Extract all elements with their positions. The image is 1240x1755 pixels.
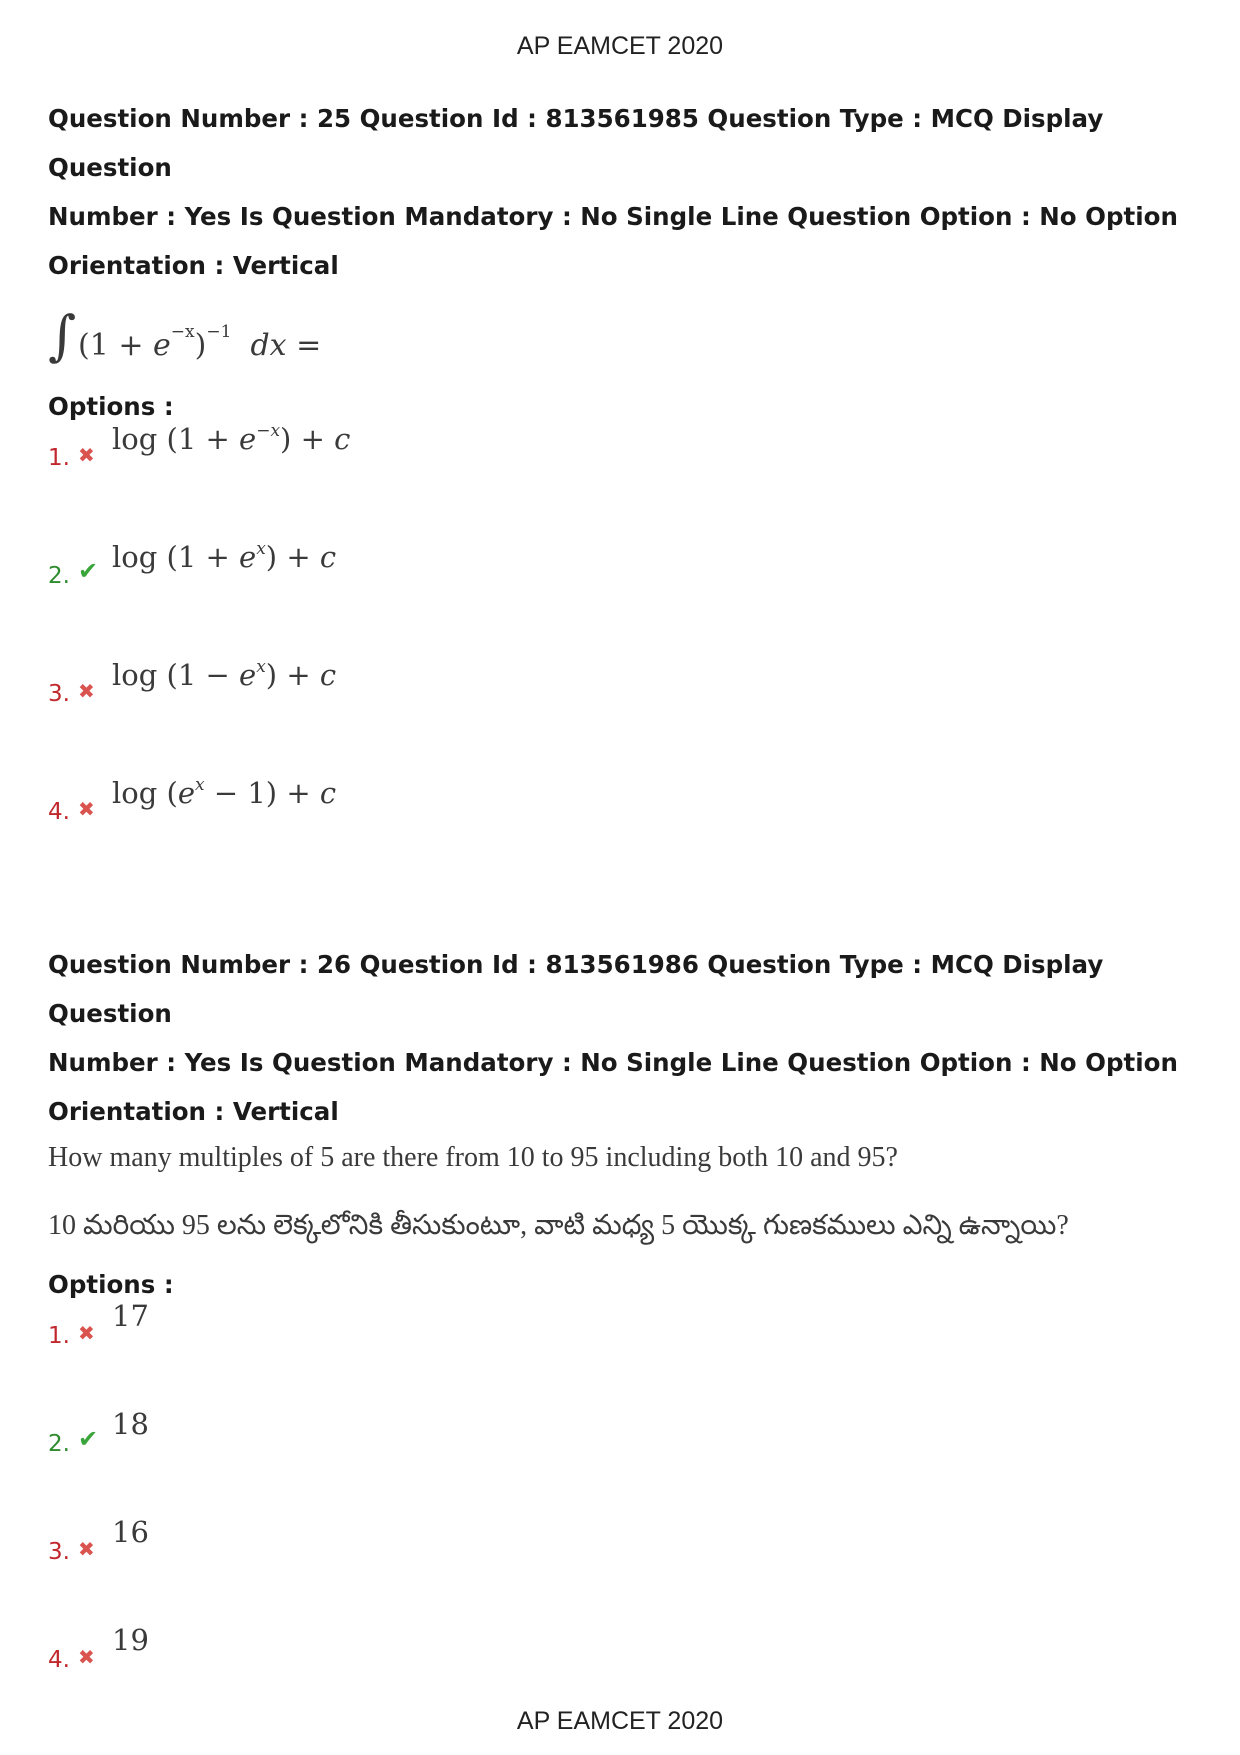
question-meta-line: Question Number : 25 Question Id : 813561985 Question Type : MCQ Display Question: [48, 104, 1104, 182]
cross-icon: ✖: [78, 1537, 95, 1561]
option-number: 4.: [48, 799, 70, 825]
option-number: 4.: [48, 1647, 70, 1673]
check-icon: ✔: [78, 1425, 99, 1453]
question-meta-line: Orientation : Vertical: [48, 251, 339, 280]
page-footer: AP EAMCET 2020: [516, 1707, 724, 1735]
integral-expression: $(1 + e^{-x})^{-1}$ dx =: [78, 322, 322, 363]
option-value: $\log (1 - e^x) + c$: [112, 657, 337, 692]
integral-sign: ∫: [48, 304, 77, 367]
question-stem-math: [48, 300, 1198, 378]
option-value: 17: [112, 1299, 149, 1333]
option-number: 1.: [48, 445, 70, 471]
option-1: [48, 421, 1198, 539]
options-label: Options :: [48, 392, 174, 421]
question-25: [48, 94, 1198, 893]
option-2: [48, 539, 1198, 657]
option-number: 3.: [48, 1539, 70, 1565]
option-value: 19: [112, 1623, 149, 1657]
question-meta-line: Question Number : 26 Question Id : 813561986 Question Type : MCQ Display Question: [48, 950, 1104, 1028]
cross-icon: ✖: [78, 1645, 95, 1669]
option-3: [48, 1515, 1198, 1623]
question-stem-english: How many multiples of 5 are there from 10 to 95 including both 10 and 95?: [48, 1142, 898, 1173]
option-2: [48, 1407, 1198, 1515]
question-stem-telugu: 10 మరియు 95 లను లెక్కలోనికి తీసుకుంటూ, వాటి మధ్య 5 యొక్క గుణకములు ఎన్ని ఉన్నాయి?: [48, 1210, 1069, 1241]
option-number: 1.: [48, 1323, 70, 1349]
question-meta-line: Orientation : Vertical: [48, 1097, 339, 1126]
option-number: 2.: [48, 1431, 70, 1457]
cross-icon: ✖: [78, 443, 95, 467]
option-value: 16: [112, 1515, 149, 1549]
check-icon: ✔: [78, 557, 99, 585]
option-1: [48, 1299, 1198, 1407]
cross-icon: ✖: [78, 1321, 95, 1345]
page-header: AP EAMCET 2020: [516, 32, 724, 60]
option-value: $\log (1 + e^x) + c$: [112, 539, 337, 574]
question-meta-line: Number : Yes Is Question Mandatory : No Single Line Question Option : No Option: [48, 1048, 1178, 1077]
cross-icon: ✖: [78, 797, 95, 821]
options-label: Options :: [48, 1270, 174, 1299]
option-3: [48, 657, 1198, 775]
cross-icon: ✖: [78, 679, 95, 703]
option-value: $\log (e^x - 1) + c$: [112, 775, 337, 810]
question-26: [48, 940, 1198, 1731]
option-number: 2.: [48, 563, 70, 589]
option-value: $\log (1 + e^{-x}) + c$: [112, 421, 351, 456]
option-4: [48, 775, 1198, 893]
option-number: 3.: [48, 681, 70, 707]
question-meta-line: Number : Yes Is Question Mandatory : No Single Line Question Option : No Option: [48, 202, 1178, 231]
option-value: 18: [112, 1407, 149, 1441]
